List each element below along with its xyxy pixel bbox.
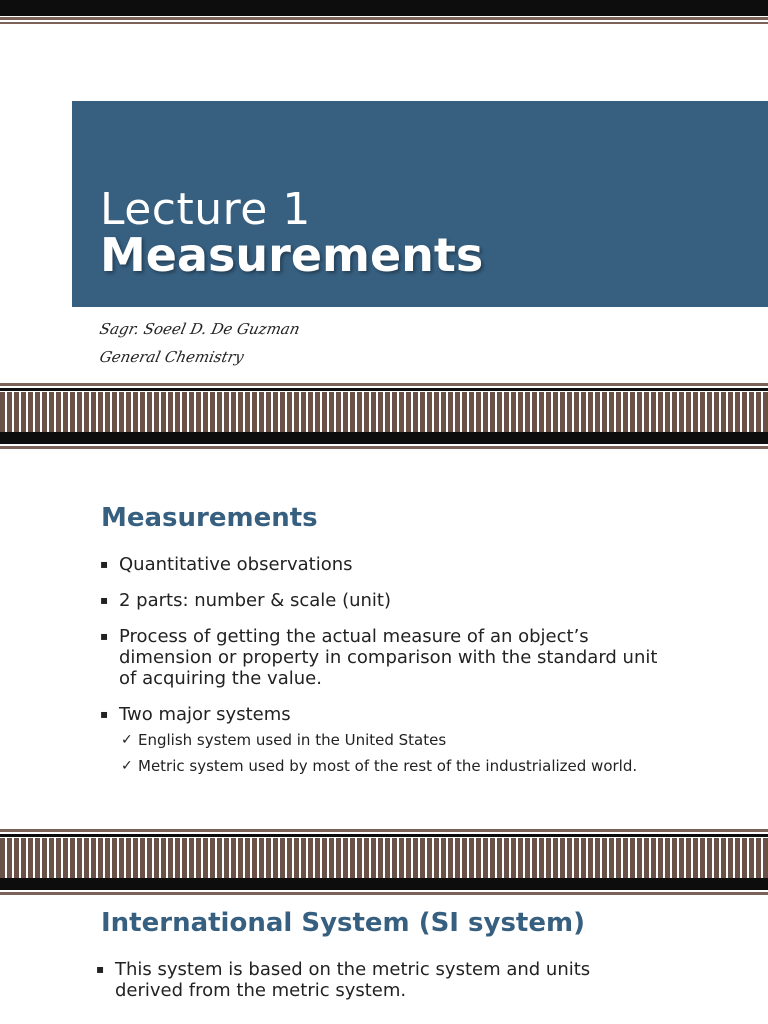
top-border-stripe [0, 22, 768, 24]
sub-bullet-item: ✓ Metric system used by most of the rest of the industrialized world. [121, 757, 638, 775]
lecture-number: Lecture 1 [100, 184, 311, 235]
sub-bullet-item: ✓ English system used in the United States [121, 731, 447, 749]
bullet-item: ▪ Two major systems ✓ English system used in the United States ✓ Metric system used by most of the rest of the industrialized world. [100, 704, 680, 776]
checkmark-icon: ✓ [121, 732, 133, 748]
slide-divider [0, 383, 768, 455]
bullet-item: ▪ 2 parts: number & scale (unit) [100, 590, 392, 611]
top-border-stripe [0, 17, 768, 20]
square-bullet-icon: ▪ [100, 707, 109, 721]
signature-name: Sagr. Soeel D. De Guzman [98, 320, 302, 338]
square-bullet-icon: ▪ [100, 557, 109, 571]
slide-divider [0, 829, 768, 901]
signature-course: General Chemistry [98, 348, 246, 366]
bullet-list [96, 959, 656, 1016]
top-border [0, 0, 768, 16]
bullet-item: ▪ Quantitative observations [100, 554, 353, 575]
square-bullet-icon: ▪ [96, 962, 105, 976]
square-bullet-icon: ▪ [100, 593, 109, 607]
sub-bullet-list [121, 730, 680, 776]
square-bullet-icon: ▪ [100, 629, 109, 643]
slide-title: Measurements [100, 228, 484, 282]
slide-heading-si-system: International System (SI system) [101, 908, 585, 938]
bullet-list [100, 554, 680, 791]
bullet-item: ▪ Process of getting the actual measure of an object’s dimension or property in comparison with the standard unit of acquiring the value. [100, 626, 658, 689]
slide-heading-measurements: Measurements [101, 503, 318, 533]
checkmark-icon: ✓ [121, 758, 133, 774]
bullet-item: ▪ This system is based on the metric system and units derived from the metric system. [96, 959, 591, 1001]
